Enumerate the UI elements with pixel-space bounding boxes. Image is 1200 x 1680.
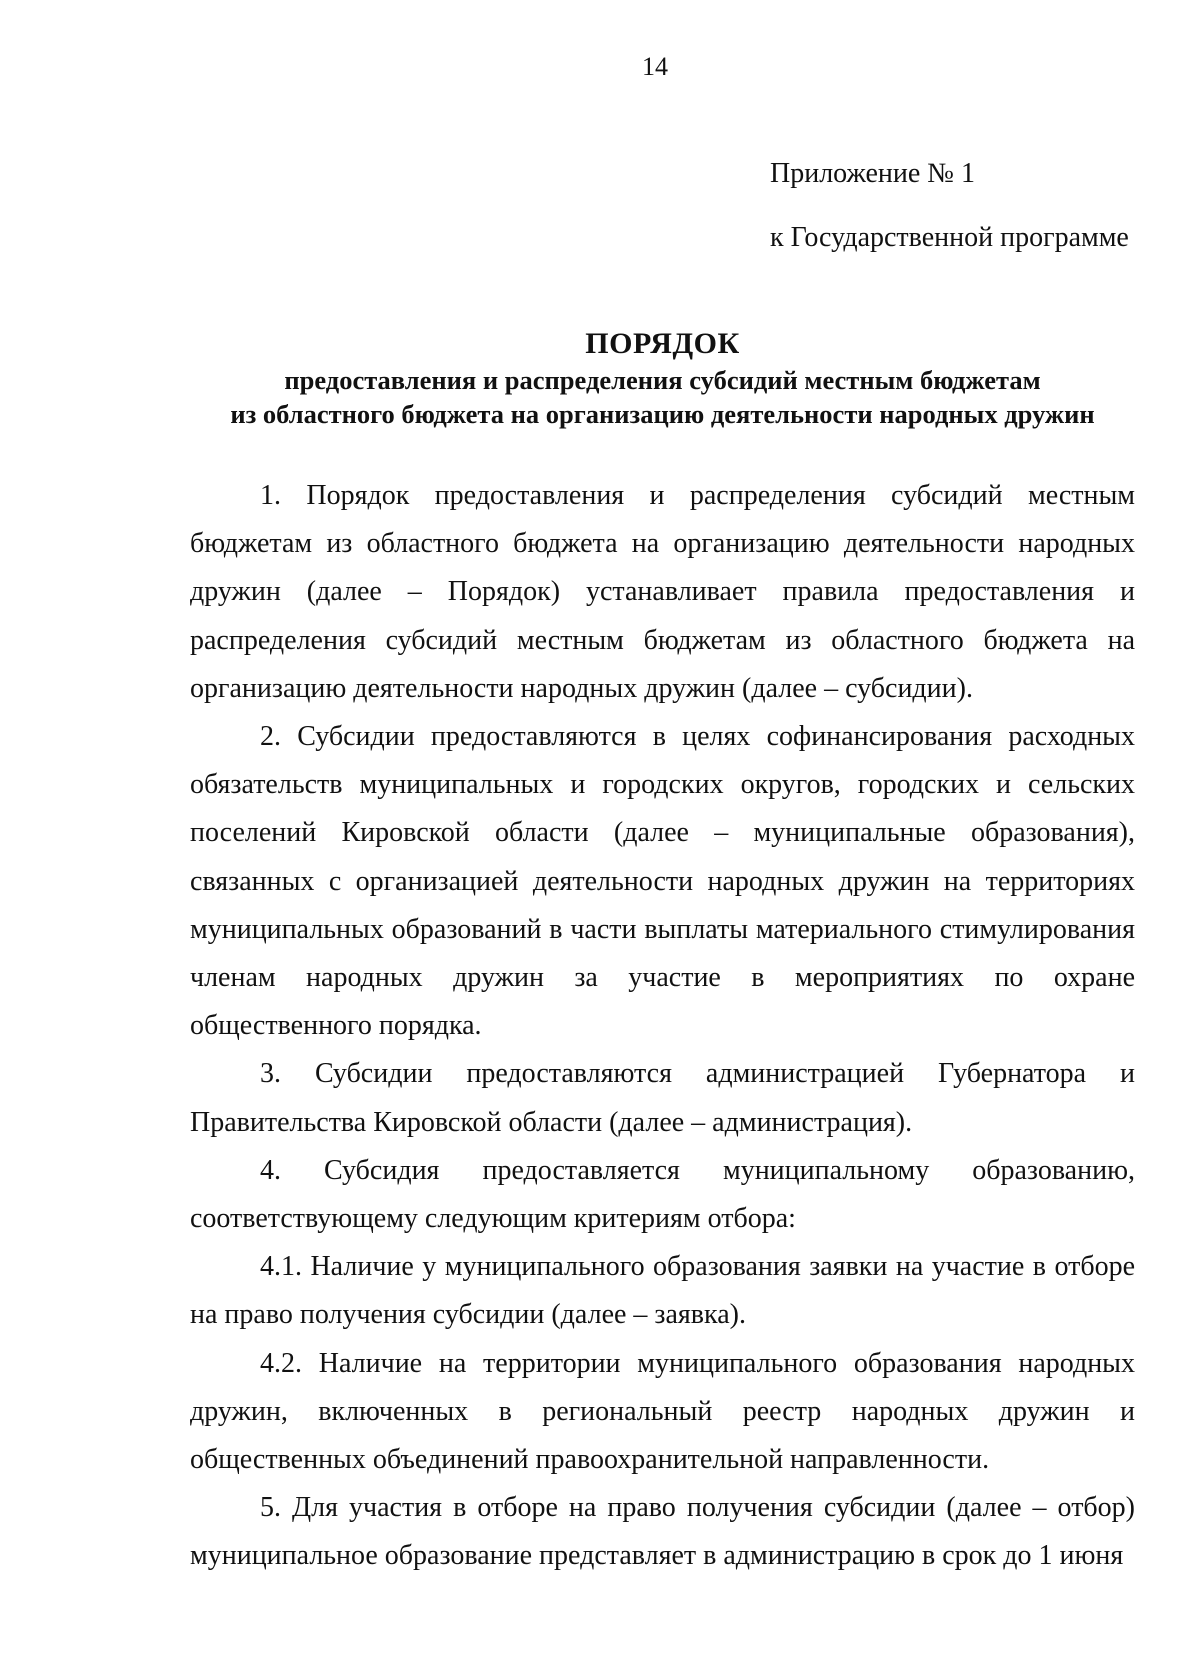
document-subtitle-line-1: предоставления и распределения субсидий местным бюджетам bbox=[284, 365, 1041, 395]
document-subtitle-line-2: из областного бюджета на организацию деятельности народных дружин bbox=[230, 399, 1095, 429]
document-title-block bbox=[190, 325, 1135, 431]
paragraph-1: 1. Порядок предоставления и распределения субсидий местным бюджетам из областного бюджета на организацию деятельности народных дружин (далее – Порядок) устанавливает правила предоставления и распределения субсидий местным бюджетам из областного бюджета на организацию деятельности народных дружин (далее – субсидии). bbox=[190, 480, 1135, 704]
appendix-reference: к Государственной программе bbox=[770, 222, 1129, 253]
paragraph-5: 5. Для участия в отборе на право получения субсидии (далее – отбор) муниципальное образование представляет в администрацию в срок до 1 июня bbox=[190, 1492, 1135, 1572]
paragraph-3: 3. Субсидии предоставляются администрацией Губернатора и Правительства Кировской области (далее – администрация). bbox=[190, 1058, 1135, 1138]
paragraph-4: 4. Субсидия предоставляется муниципальному образованию, соответствующему следующим критериям отбора: bbox=[190, 1154, 1135, 1235]
paragraph-2: 2. Субсидии предоставляются в целях софинансирования расходных обязательств муниципальных и городских округов, городских и сельских поселений Кировской области (далее – муниципальные образования), связанных с организацией деятельности народных дружин на территориях муниципальных образований в части выплаты материального стимулирования членам народных дружин за участие в мероприятиях по охране общественного порядка. bbox=[190, 721, 1135, 1042]
page-number: 14 bbox=[642, 52, 668, 81]
document-body bbox=[190, 472, 1135, 1581]
paragraph-4-2: 4.2. Наличие на территории муниципального образования народных дружин, включенных в региональный реестр народных дружин и общественных объединений правоохранительной направленности. bbox=[190, 1347, 1135, 1476]
appendix-label: Приложение № 1 bbox=[770, 158, 975, 189]
document-title: ПОРЯДОК bbox=[585, 327, 740, 360]
paragraph-4-1: 4.1. Наличие у муниципального образования заявки на участие в отборе на право получения субсидии (далее – заявка). bbox=[190, 1251, 1135, 1331]
